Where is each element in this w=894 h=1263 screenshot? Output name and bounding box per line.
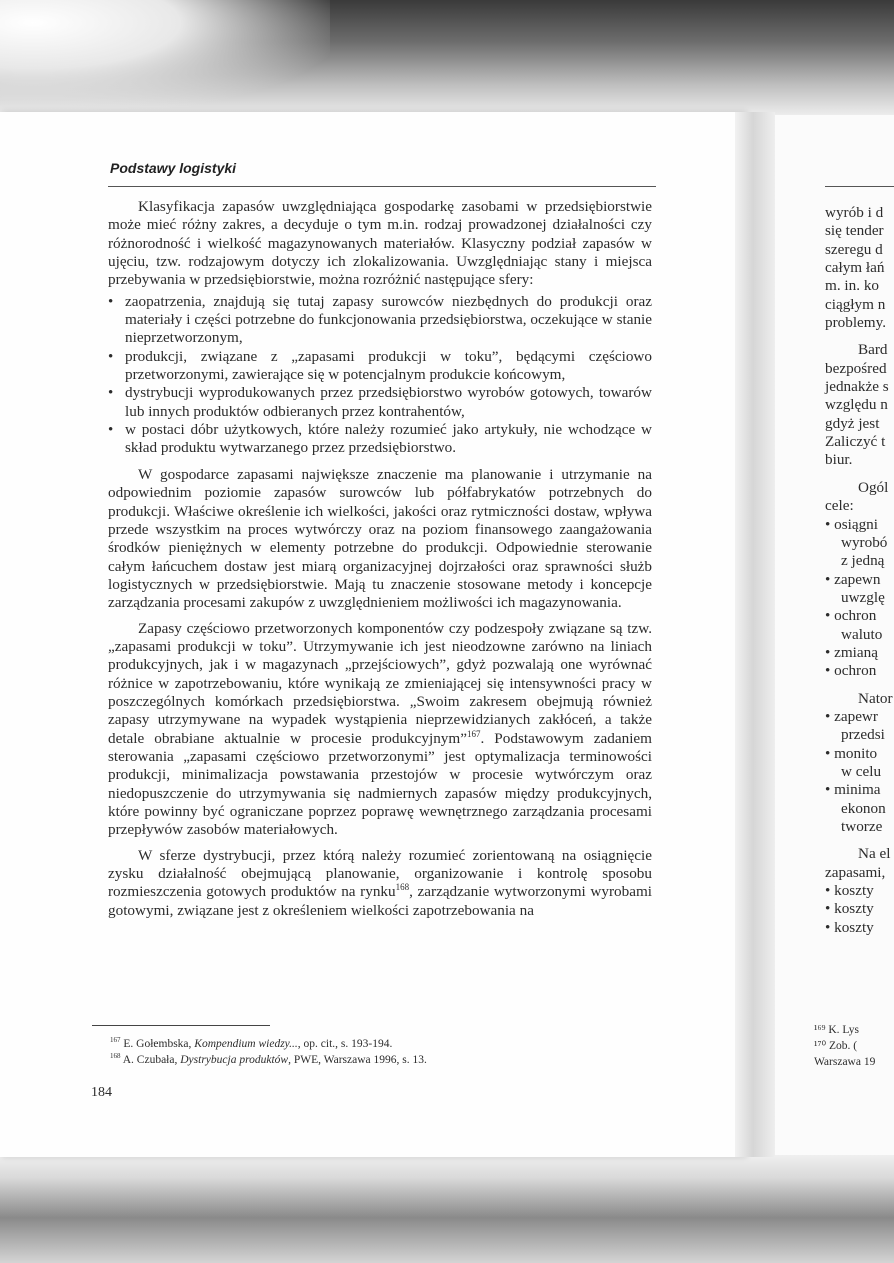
footnote-number: 168 (110, 1052, 121, 1061)
right-line: • koszty (825, 918, 874, 936)
footnote-source: , op. cit., s. 193-194. (297, 1038, 393, 1050)
page-number: 184 (91, 1085, 112, 1100)
right-line: • ochron (825, 662, 877, 680)
right-line: wyrób i d (825, 204, 884, 221)
right-line: m. in. ko (825, 277, 880, 295)
right-footnote: ¹⁶⁹ K. Lys (814, 1024, 860, 1036)
right-page-text (825, 204, 894, 937)
paragraph-work-in-progress (108, 620, 652, 840)
list-item: • produkcji, związane z „zapasami produkcji w toku”, będącymi częściowo przetworzonymi, zawierające się w potencjalnym produkcie końcowym, (108, 348, 652, 385)
book-gutter (735, 112, 775, 1157)
body-text (108, 198, 652, 920)
right-page-footnotes (814, 1022, 894, 1070)
footnote-rule (92, 1025, 270, 1026)
right-line: ekonon (841, 799, 886, 817)
footnote-author: A. Czubała, (120, 1054, 181, 1066)
right-header-rule (825, 186, 894, 187)
paragraph-classification: Klasyfikacja zapasów uwzględniająca gospodarkę zasobami w przedsiębiorstwie może mieć różny zakres, a decyduje o tym m.in. rodzaj prowadzonej działalności czy różnorodność i wielkość magazynowanych materiałów. Klasyczny podział zapasów w ujęciu, tzw. rodzajowym dotyczy ich zlokalizowania. Uwzględniając stany i miejsca przebywania w przedsiębiorstwie, można rozróżnić następujące sfery: (108, 198, 652, 289)
right-line: Na el (858, 845, 891, 863)
right-line: • ochron (825, 607, 877, 625)
right-line: waluto (841, 625, 883, 643)
right-line: wyrobó (841, 533, 888, 551)
list-item: • w postaci dóbr użytkowych, które należy rozumieć jako artykuły, nie wchodzące w skład produktu wytwarzanego przez przedsiębiorstwo. (108, 421, 652, 458)
right-line: gdyż jest (825, 414, 880, 432)
list-item: • dystrybucji wyprodukowanych przez przedsiębiorstwo wyrobów gotowych, towarów lub innych produktów odbieranych przez kontrahentów, (108, 384, 652, 421)
footnote-title: Kompendium wiedzy... (194, 1038, 298, 1050)
footnote-source: , PWE, Warszawa 1996, s. 13. (288, 1054, 427, 1066)
paragraph-supply: W gospodarce zapasami największe znaczenie ma planowanie i utrzymanie na odpowiednim poziomie zapasów surowców lub półfabrykatów potrzebnych do produkcji. Właściwe określenie ich wielkości, jakości oraz rytmiczności dostaw, wpływa przede wszystkim na proces wytwórczy oraz na poziom finansowego zaangażowania środków pieniężnych w elementy potrzebne do produkcji. Odpowiednie sterowanie całym łańcuchem dostaw jest miarą organizacyjnej dojrzałości oraz sprawności służb logistycznych w przedsiębiorstwie. Mają tu znaczenie stosowane metody i koncepcje zarządzania procesami zakupów z uwzględnieniem możliwości ich magazynowania. (108, 465, 652, 612)
footnote-ref-168: 168 (395, 882, 410, 893)
list-item: • zaopatrzenia, znajdują się tutaj zapasy surowców niezbędnych do produkcji oraz materiały i części potrzebne do funkcjonowania przedsiębiorstwa, oczekujące w stanie nieprzetworzonym, (108, 293, 652, 348)
right-line: jednakże s (825, 378, 889, 396)
footnote-title: Dystrybucja produktów (180, 1054, 289, 1066)
footnote-168 (110, 1052, 630, 1068)
right-line: szeregu d (825, 240, 883, 258)
right-line: ciągłym n (825, 295, 886, 313)
right-line: całym łań (825, 259, 885, 277)
right-line: • osiągni (825, 515, 878, 533)
right-line: Ogól (858, 478, 889, 496)
right-line: bezpośred (825, 359, 887, 377)
right-line: • zmianą (825, 643, 878, 661)
right-line: Bard (858, 341, 888, 359)
right-footnote: Warszawa 19 (814, 1056, 876, 1068)
right-line: • monito (825, 744, 878, 762)
right-line: zapasami, (825, 863, 886, 881)
right-line: biur. (825, 451, 853, 469)
footnote-number: 167 (110, 1036, 121, 1045)
spheres-list (108, 293, 652, 458)
right-line: • minima (825, 781, 881, 799)
text-run: W sferze dystrybucji, przez którą należy rozumieć zorientowaną na osiągnięcie zysku działalność obejmującą planowanie, organizowanie i kontrolę sposobu rozmieszczenia gotowych produktów na rynku (108, 846, 652, 901)
right-line: przedsi (841, 726, 885, 744)
footnote-167 (110, 1036, 630, 1052)
paragraph-distribution (108, 847, 652, 920)
right-line: się tender (825, 222, 884, 240)
text-run: Zapasy częściowo przetworzonych komponentów czy podzespoły związane są tzw. „zapasami produkcji w toku”. Utrzymywanie ich jest nieodzowne zarówno na liniach produkcyjnych, jak i w magazynach „przejściowych”, gdyż pozwalają one wyrównać różnice w zapotrzebowaniu, które wynikają ze zmieniającej się intensywności pracy w poszczególnych komórkach przedsiębiorstwa. „Swoim zakresem obejmują również zapasy utrzymywane na wypadek wystąpienia nieprzewidzianych zakłóceń, a także detale obrabiane aktualnie w procesie produkcyjnym” (108, 619, 652, 747)
text-run: , zarządzanie wytworzonymi wyrobami gotowymi, związane jest z określeniem wielkości zapotrzebowania na (108, 883, 652, 919)
right-line: uwzglę (841, 588, 885, 606)
right-footnote: ¹⁷⁰ Zob. ( (814, 1040, 858, 1052)
footnote-author: E. Gołembska, (120, 1038, 195, 1050)
running-head: Podstawy logistyki (110, 160, 237, 176)
text-run: . Podstawowym zadaniem sterowania „zapasami częściowo przetworzonymi” jest optymalizacja terminowości produkcji, minimalizacja powstawania przestojów w procesie wytwórczym oraz niedopuszczenie do utrzymywania się nadmiernych zapasów między produkcyjnych, które powinny być ograniczane poprzez poprawę wewnętrznego zarządzania procesami przepływów zasobów materiałowych. (108, 729, 652, 839)
scan-top-highlight (0, 0, 330, 115)
right-line: • koszty (825, 882, 874, 900)
right-line: problemy. (825, 314, 887, 332)
right-line: w celu (841, 762, 882, 780)
scan-bottom-shadow (0, 1150, 894, 1263)
right-line: względu n (825, 396, 888, 414)
right-line: Nator (858, 689, 893, 707)
right-line: • zapewr (825, 707, 878, 725)
footnote-ref-167: 167 (466, 728, 481, 739)
right-line: • koszty (825, 900, 874, 918)
right-line: • zapewn (825, 570, 881, 588)
footnotes (110, 1036, 630, 1068)
right-line: cele: (825, 497, 854, 515)
right-line: tworze (841, 818, 883, 835)
right-line: z jedną (841, 552, 885, 570)
header-rule (108, 186, 656, 187)
right-line: Zaliczyć t (825, 433, 886, 451)
